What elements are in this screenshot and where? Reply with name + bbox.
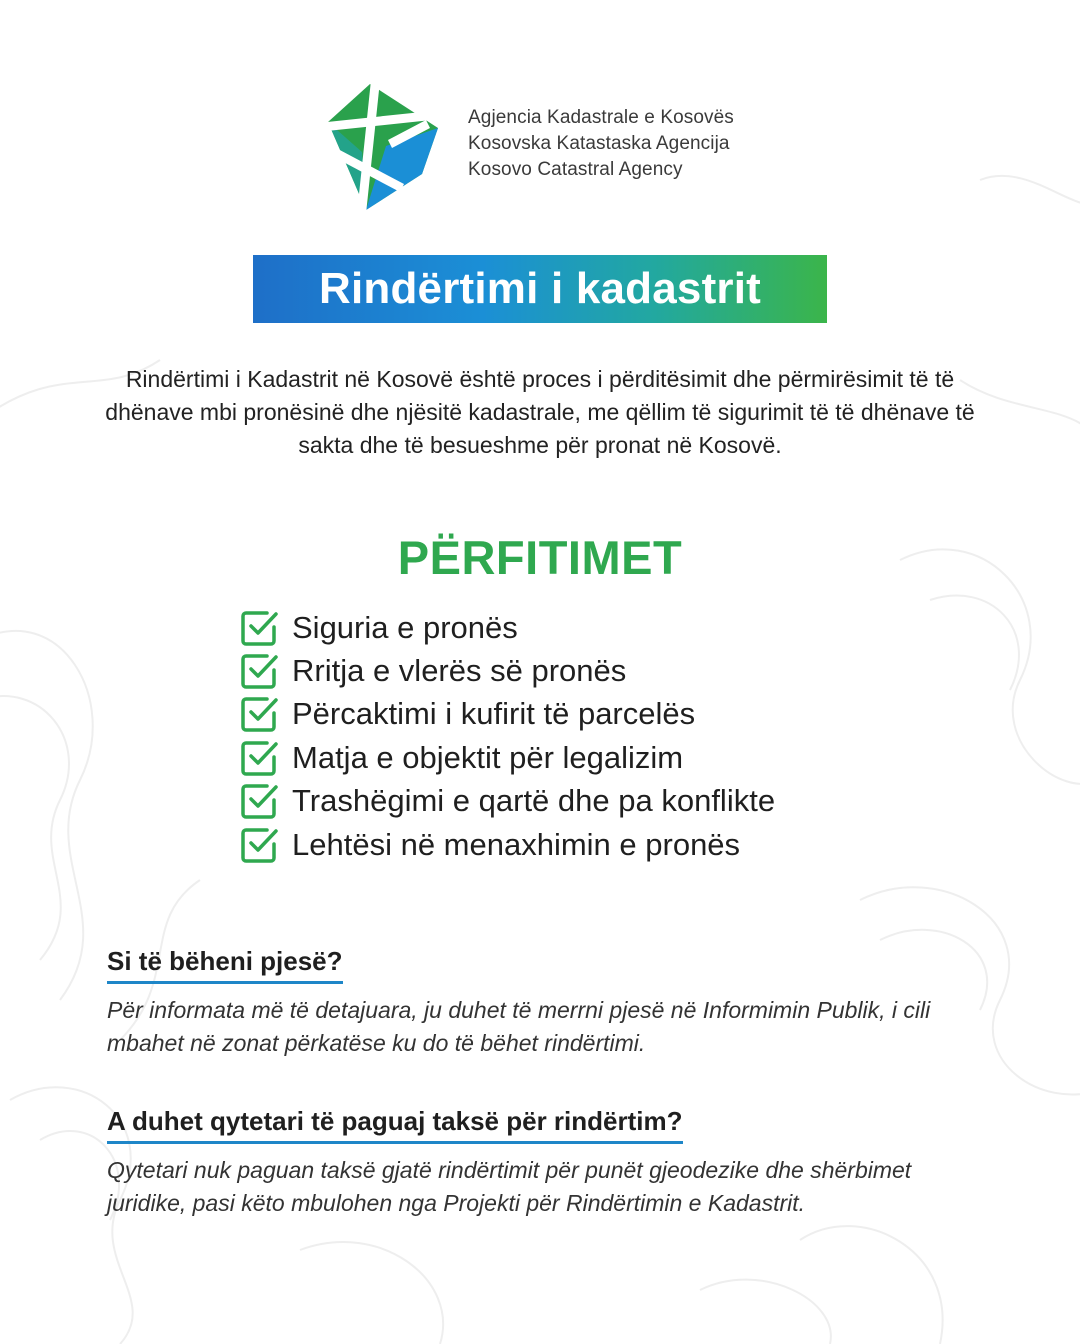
benefit-item [240, 780, 775, 823]
checkbox-check-icon [240, 609, 278, 647]
checkbox-check-icon [240, 695, 278, 733]
faq-answer: Për informata më të detajuara, ju duhet të merrni pjesë në Informimin Publik, i cili mbahet në zonat përkatëse ku do të bëhet rindërtimi. [107, 997, 931, 1056]
title-banner [253, 255, 827, 323]
agency-names [468, 106, 734, 182]
faq-question: Si të bëheni pjesë? [107, 946, 343, 984]
benefit-item [240, 606, 775, 649]
benefit-text: Lehtësi në menaxhimin e pronës [292, 826, 741, 862]
agency-name-albanian: Agjencia Kadastrale e Kosovës [468, 107, 734, 128]
benefit-text: Përcaktimi i kufirit të parcelës [292, 696, 696, 732]
faq-how-to-participate [107, 946, 987, 1060]
intro-paragraph: Rindërtimi i Kadastrit në Kosovë është proces i përditësimit dhe përmirësimit të të dhënave mbi pronësinë dhe njësitë kadastrale, me qëllim të sigurimit të të dhënave të sakta dhe të besueshme për pronat në Kosovë. [105, 366, 975, 458]
checkbox-check-icon [240, 739, 278, 777]
checkbox-check-icon [240, 826, 278, 864]
benefit-text: Siguria e pronës [292, 609, 518, 645]
benefit-item [240, 823, 775, 866]
faq-question: A duhet qytetari të paguaj taksë për rindërtim? [107, 1106, 683, 1144]
benefit-item [240, 736, 775, 779]
benefit-text: Matja e objektit për legalizim [292, 739, 684, 775]
agency-name-english: Kosovo Catastral Agency [468, 159, 683, 180]
benefits-list [240, 606, 775, 866]
benefit-item [240, 693, 775, 736]
agency-logo-icon [326, 82, 442, 212]
faq-fee [107, 1106, 987, 1220]
header-logo-block [326, 82, 734, 212]
benefits-heading: PËRFITIMET [397, 531, 683, 584]
checkbox-check-icon [240, 782, 278, 820]
checkbox-check-icon [240, 652, 278, 690]
benefit-item [240, 649, 775, 692]
agency-name-serbian: Kosovska Katastaska Agencija [468, 133, 730, 154]
page-title: Rindërtimi i kadastrit [318, 264, 762, 313]
benefit-text: Rritja e vlerës së pronës [292, 653, 627, 689]
benefit-text: Trashëgimi e qartë dhe pa konflikte [292, 783, 776, 819]
faq-answer: Qytetari nuk paguan taksë gjatë rindërtimit për punët gjeodezike dhe shërbimet juridike, pasi këto mbulohen nga Projekti për Rindërtimin e Kadastrit. [107, 1157, 912, 1216]
